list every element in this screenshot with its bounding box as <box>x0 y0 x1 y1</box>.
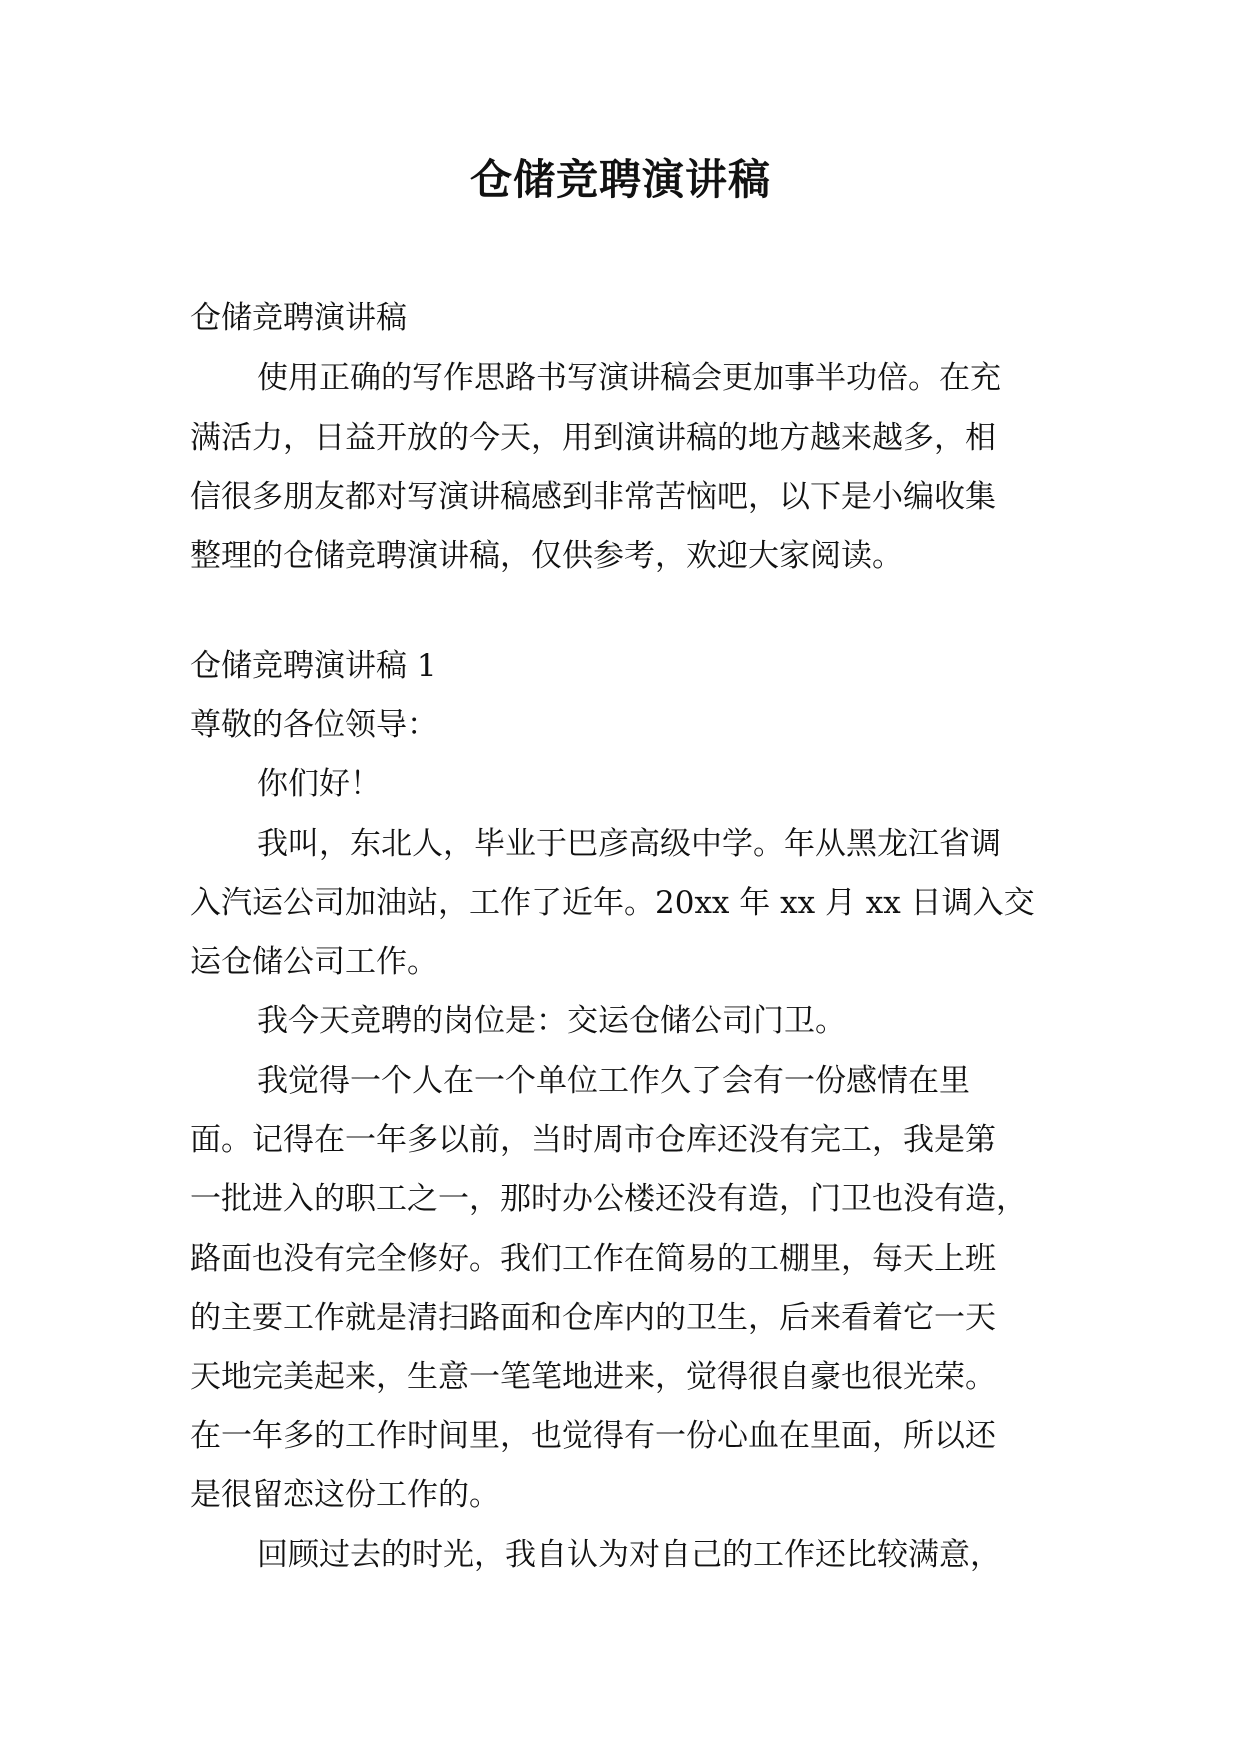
body-line: 是很留恋这份工作的。 <box>190 1477 500 1513</box>
body-line: 的主要工作就是清扫路面和仓库内的卫生，后来看着它一天 <box>190 1300 996 1336</box>
intro-line-2: 满活力，日益开放的今天，用到演讲稿的地方越来越多，相 <box>190 420 996 456</box>
body-line: 我觉得一个人在一个单位工作久了会有一份感情在里 <box>257 1063 970 1099</box>
body-line: 运仓储公司工作。 <box>190 944 438 980</box>
body-line: 路面也没有完全修好。我们工作在简易的工棚里，每天上班 <box>190 1241 996 1277</box>
body-line: 我今天竞聘的岗位是：交运仓储公司门卫。 <box>257 1003 846 1039</box>
salutation: 尊敬的各位领导： <box>190 707 438 743</box>
body-line: 入汽运公司加油站，工作了近年。20xx 年 xx 月 xx 日调入交 <box>190 885 1035 921</box>
intro-line-3: 信很多朋友都对写演讲稿感到非常苦恼吧，以下是小编收集 <box>190 479 996 515</box>
intro-line-4: 整理的仓储竞聘演讲稿，仅供参考，欢迎大家阅读。 <box>190 538 903 574</box>
body-line: 天地完美起来，生意一笔笔地进来，觉得很自豪也很光荣。 <box>190 1359 996 1395</box>
section-heading: 仓储竞聘演讲稿 1 <box>190 648 437 684</box>
body-line: 回顾过去的时光，我自认为对自己的工作还比较满意， <box>257 1537 1001 1573</box>
document-title: 仓储竞聘演讲稿 <box>469 155 771 204</box>
body-line: 我叫，东北人，毕业于巴彦高级中学。年从黑龙江省调 <box>257 826 1001 862</box>
body-line: 在一年多的工作时间里，也觉得有一份心血在里面，所以还 <box>190 1418 996 1454</box>
body-line: 面。记得在一年多以前，当时周市仓库还没有完工，我是第 <box>190 1122 996 1158</box>
intro-line-1: 使用正确的写作思路书写演讲稿会更加事半功倍。在充 <box>257 360 1001 396</box>
greeting: 你们好！ <box>257 766 381 802</box>
body-line: 一批进入的职工之一，那时办公楼还没有造，门卫也没有造， <box>190 1181 1027 1217</box>
subtitle-line: 仓储竞聘演讲稿 <box>190 300 407 336</box>
